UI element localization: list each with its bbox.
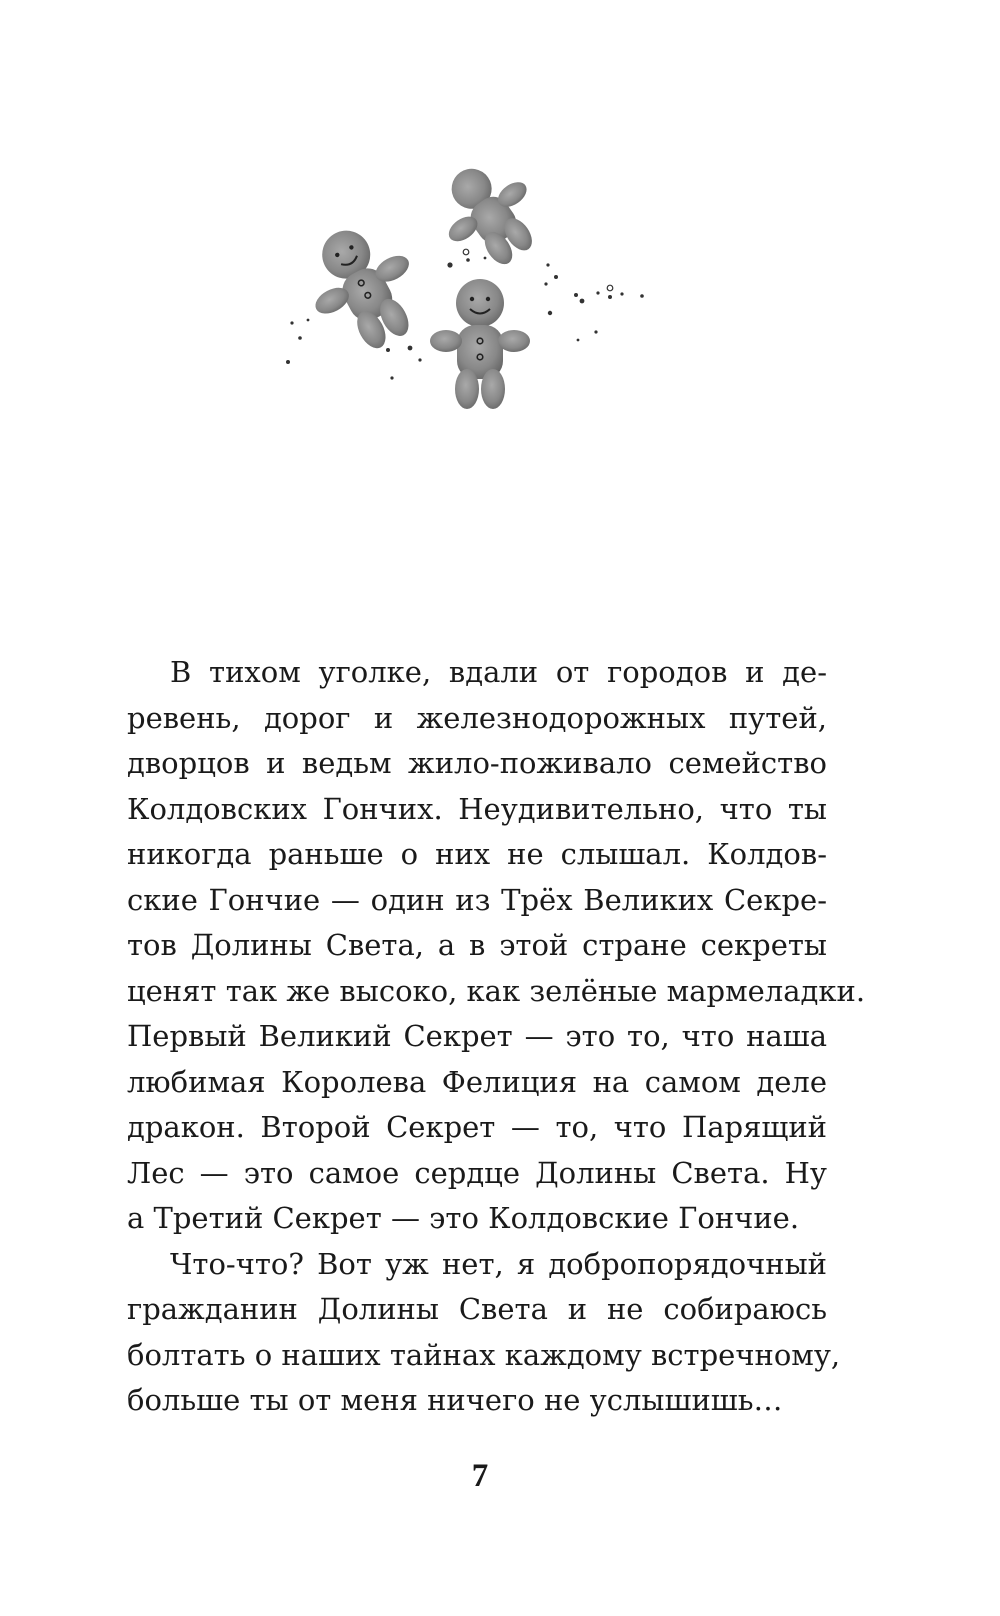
text-line: любимая Королева Фелиция на самом деле bbox=[127, 1064, 827, 1099]
text-line: ские Гончие — один из Трёх Великих Секре- bbox=[127, 882, 827, 917]
text-line: больше ты от меня ничего не услышишь… bbox=[127, 1383, 783, 1417]
text-line: дракон. Второй Секрет — то, что Парящий bbox=[127, 1110, 827, 1144]
text-line: Лес — это самое сердце Долины Света. Ну bbox=[127, 1155, 827, 1190]
text-line: ревень, дорог и железнодорожных путей, bbox=[127, 700, 827, 735]
text-line: Что-что? Вот уж нет, я добропорядочный bbox=[170, 1246, 827, 1281]
gingerbread-man-left bbox=[289, 209, 438, 366]
text-line: дворцов и ведьм жило-поживало семейство bbox=[127, 746, 827, 780]
gingerbread-men-icon bbox=[280, 160, 680, 440]
body-text bbox=[127, 650, 866, 1424]
gingerbread-man-top bbox=[422, 160, 556, 282]
gingerbread-men-illustration bbox=[280, 160, 680, 440]
text-line: В тихом уголке, вдали от городов и де- bbox=[170, 655, 827, 689]
text-line: тов Долины Света, а в этой стране секреты bbox=[127, 928, 827, 962]
text-line: болтать о наших тайнах каждому встречному, bbox=[127, 1337, 841, 1372]
text-line: Колдовских Гончих. Неудивительно, что ты bbox=[127, 791, 827, 826]
text-line: а Третий Секрет — это Колдовские Гончие. bbox=[127, 1201, 800, 1235]
gingerbread-man-center bbox=[430, 279, 530, 409]
text-line: Первый Великий Секрет — это то, что наша bbox=[127, 1019, 827, 1053]
paragraph bbox=[127, 650, 866, 1242]
page-number: 7 bbox=[471, 1458, 489, 1494]
text-line: ценят так же высоко, как зелёные мармеладки. bbox=[127, 973, 866, 1008]
text-line: гражданин Долины Света и не собираюсь bbox=[127, 1292, 827, 1326]
text-line: никогда раньше о них не слышал. Колдов- bbox=[127, 837, 827, 871]
paragraph bbox=[127, 1242, 841, 1424]
